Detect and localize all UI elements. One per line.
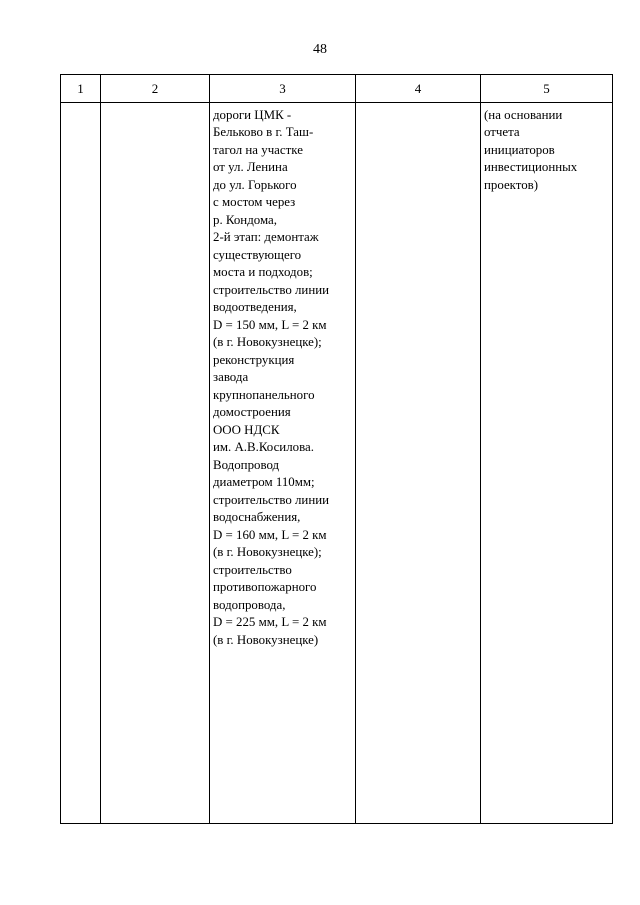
column-header-4: 4 [356, 75, 481, 103]
page-number: 48 [313, 42, 327, 57]
column-header-1: 1 [61, 75, 101, 103]
column-header-2: 2 [101, 75, 210, 103]
cell-col-2 [101, 103, 210, 824]
cell-col-4 [356, 103, 481, 824]
table-row [61, 103, 613, 824]
cell-col-3 [210, 103, 356, 824]
cell-col-5 [481, 103, 613, 824]
source-note: (на основании отчета инициаторов инвестиционных проектов) [484, 108, 578, 192]
column-header-3: 3 [210, 75, 356, 103]
data-table [60, 74, 613, 824]
table-header-row [61, 75, 613, 103]
cell-col-1 [61, 103, 101, 824]
column-header-5: 5 [481, 75, 613, 103]
project-description: дороги ЦМК - Бельково в г. Таш- тагол на участке от ул. Ленина до ул. Горького с мостом через р. Кондома, 2-й этап: демонтаж существующего моста и подходов; строительство линии водоотведения, D = 150 мм, L = 2 км (в г. Новокузнецке); реконструкция завода крупнопанельного домостроения ООО НДСК им. А.В.Косилова. Водопровод диаметром 110мм; строительство линии водоснабжения, D = 160 мм, L = 2 км (в г. Новокузнецке); строительство противопожарного водопровода, D = 225 мм, L = 2 км (в г. Новокузнецке) [213, 108, 330, 647]
